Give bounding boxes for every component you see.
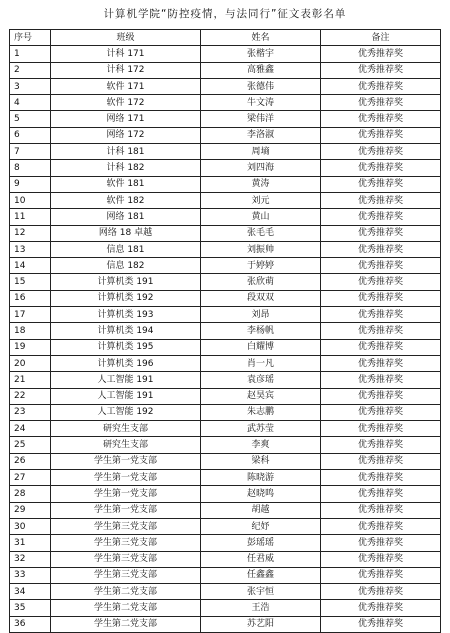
cell-class: 网络 171: [51, 111, 201, 127]
cell-class: 计算机类 191: [51, 274, 201, 290]
cell-number: 31: [10, 535, 51, 551]
cell-name: 朱志鹏: [201, 404, 321, 420]
cell-class: 计算机类 195: [51, 339, 201, 355]
cell-class: 软件 182: [51, 192, 201, 208]
header-name: 姓名: [201, 30, 321, 46]
table-row: [10, 486, 441, 502]
cell-remark: 优秀推荐奖: [321, 453, 441, 469]
cell-name: 牛文涛: [201, 95, 321, 111]
cell-name: 白耀博: [201, 339, 321, 355]
cell-name: 张毛毛: [201, 225, 321, 241]
cell-class: 信息 182: [51, 258, 201, 274]
table-row: [10, 176, 441, 192]
cell-name: 黄山: [201, 209, 321, 225]
cell-name: 张德伟: [201, 78, 321, 94]
cell-remark: 优秀推荐奖: [321, 404, 441, 420]
cell-name: 李爽: [201, 437, 321, 453]
cell-number: 26: [10, 453, 51, 469]
cell-name: 赵晓鸣: [201, 486, 321, 502]
table-row: [10, 46, 441, 62]
cell-number: 20: [10, 355, 51, 371]
cell-remark: 优秀推荐奖: [321, 95, 441, 111]
cell-name: 刘振帅: [201, 241, 321, 257]
table-row: [10, 307, 441, 323]
table-row: [10, 600, 441, 616]
cell-remark: 优秀推荐奖: [321, 600, 441, 616]
cell-number: 7: [10, 144, 51, 160]
cell-name: 张欣萌: [201, 274, 321, 290]
cell-class: 计科 181: [51, 144, 201, 160]
cell-number: 33: [10, 567, 51, 583]
cell-name: 胡越: [201, 502, 321, 518]
cell-name: 肖一凡: [201, 355, 321, 371]
cell-number: 27: [10, 470, 51, 486]
cell-class: 学生第二党支部: [51, 600, 201, 616]
cell-number: 17: [10, 307, 51, 323]
cell-number: 35: [10, 600, 51, 616]
cell-remark: 优秀推荐奖: [321, 160, 441, 176]
cell-class: 信息 181: [51, 241, 201, 257]
table-row: [10, 225, 441, 241]
cell-class: 学生第三党支部: [51, 551, 201, 567]
cell-number: 21: [10, 372, 51, 388]
cell-class: 学生第三党支部: [51, 518, 201, 534]
cell-number: 18: [10, 323, 51, 339]
cell-number: 5: [10, 111, 51, 127]
cell-name: 刘元: [201, 192, 321, 208]
cell-class: 网络 18 卓越: [51, 225, 201, 241]
cell-number: 14: [10, 258, 51, 274]
table-row: [10, 78, 441, 94]
cell-remark: 优秀推荐奖: [321, 209, 441, 225]
cell-number: 34: [10, 584, 51, 600]
cell-name: 武苏莹: [201, 421, 321, 437]
cell-remark: 优秀推荐奖: [321, 388, 441, 404]
cell-name: 刘昂: [201, 307, 321, 323]
cell-class: 人工智能 191: [51, 388, 201, 404]
cell-remark: 优秀推荐奖: [321, 584, 441, 600]
table-row: [10, 372, 441, 388]
cell-remark: 优秀推荐奖: [321, 176, 441, 192]
table-row: [10, 323, 441, 339]
cell-class: 学生第一党支部: [51, 502, 201, 518]
cell-number: 29: [10, 502, 51, 518]
cell-remark: 优秀推荐奖: [321, 339, 441, 355]
cell-name: 王浩: [201, 600, 321, 616]
cell-number: 25: [10, 437, 51, 453]
cell-number: 4: [10, 95, 51, 111]
cell-number: 15: [10, 274, 51, 290]
cell-name: 李洛淑: [201, 127, 321, 143]
cell-remark: 优秀推荐奖: [321, 323, 441, 339]
document-title: 计算机学院“防控疫情，与法同行”征文表彰名单: [103, 8, 347, 20]
cell-name: 彭瑶瑶: [201, 535, 321, 551]
cell-class: 人工智能 191: [51, 372, 201, 388]
cell-name: 于婷婷: [201, 258, 321, 274]
table-row: [10, 274, 441, 290]
table-row: [10, 567, 441, 583]
cell-number: 1: [10, 46, 51, 62]
cell-remark: 优秀推荐奖: [321, 46, 441, 62]
cell-remark: 优秀推荐奖: [321, 307, 441, 323]
cell-class: 计算机类 192: [51, 290, 201, 306]
cell-number: 28: [10, 486, 51, 502]
cell-number: 23: [10, 404, 51, 420]
table-row: [10, 355, 441, 371]
cell-class: 学生第一党支部: [51, 470, 201, 486]
table-row: [10, 241, 441, 257]
cell-number: 2: [10, 62, 51, 78]
cell-name: 段双双: [201, 290, 321, 306]
table-row: [10, 437, 441, 453]
table-row: [10, 551, 441, 567]
cell-remark: 优秀推荐奖: [321, 290, 441, 306]
table-row: [10, 111, 441, 127]
cell-number: 36: [10, 616, 51, 632]
cell-class: 网络 172: [51, 127, 201, 143]
cell-number: 12: [10, 225, 51, 241]
cell-remark: 优秀推荐奖: [321, 518, 441, 534]
cell-class: 学生第三党支部: [51, 567, 201, 583]
cell-number: 16: [10, 290, 51, 306]
cell-class: 人工智能 192: [51, 404, 201, 420]
cell-class: 研究生支部: [51, 421, 201, 437]
cell-class: 计科 182: [51, 160, 201, 176]
table-row: [10, 518, 441, 534]
cell-number: 10: [10, 192, 51, 208]
cell-class: 软件 172: [51, 95, 201, 111]
cell-name: 纪妤: [201, 518, 321, 534]
cell-class: 计科 171: [51, 46, 201, 62]
cell-remark: 优秀推荐奖: [321, 551, 441, 567]
cell-name: 张宇恒: [201, 584, 321, 600]
cell-class: 计科 172: [51, 62, 201, 78]
table-row: [10, 339, 441, 355]
header-number: 序号: [10, 30, 51, 46]
table-header-row: [10, 30, 441, 46]
cell-remark: 优秀推荐奖: [321, 616, 441, 632]
cell-name: 张楷宇: [201, 46, 321, 62]
cell-class: 学生第一党支部: [51, 486, 201, 502]
table-row: [10, 258, 441, 274]
table-row: [10, 535, 441, 551]
cell-name: 刘四海: [201, 160, 321, 176]
cell-remark: 优秀推荐奖: [321, 241, 441, 257]
cell-remark: 优秀推荐奖: [321, 567, 441, 583]
cell-remark: 优秀推荐奖: [321, 421, 441, 437]
table-row: [10, 421, 441, 437]
table-row: [10, 470, 441, 486]
cell-remark: 优秀推荐奖: [321, 258, 441, 274]
header-remark: 备注: [321, 30, 441, 46]
cell-remark: 优秀推荐奖: [321, 127, 441, 143]
cell-class: 软件 181: [51, 176, 201, 192]
cell-class: 学生第一党支部: [51, 453, 201, 469]
table-row: [10, 209, 441, 225]
cell-number: 13: [10, 241, 51, 257]
award-list-table: [9, 29, 441, 633]
cell-remark: 优秀推荐奖: [321, 486, 441, 502]
cell-class: 学生第二党支部: [51, 616, 201, 632]
cell-name: 苏艺阳: [201, 616, 321, 632]
cell-name: 陈晓游: [201, 470, 321, 486]
cell-remark: 优秀推荐奖: [321, 225, 441, 241]
cell-class: 软件 171: [51, 78, 201, 94]
cell-number: 11: [10, 209, 51, 225]
cell-name: 梁伟洋: [201, 111, 321, 127]
table-row: [10, 95, 441, 111]
cell-name: 赵昊宾: [201, 388, 321, 404]
cell-remark: 优秀推荐奖: [321, 192, 441, 208]
header-class: 班级: [51, 30, 201, 46]
cell-name: 梁科: [201, 453, 321, 469]
cell-remark: 优秀推荐奖: [321, 274, 441, 290]
cell-remark: 优秀推荐奖: [321, 437, 441, 453]
cell-name: 袁彦瑶: [201, 372, 321, 388]
table-row: [10, 502, 441, 518]
table-row: [10, 616, 441, 632]
cell-class: 计算机类 193: [51, 307, 201, 323]
table-row: [10, 388, 441, 404]
cell-number: 3: [10, 78, 51, 94]
cell-class: 研究生支部: [51, 437, 201, 453]
table-row: [10, 192, 441, 208]
cell-class: 计算机类 196: [51, 355, 201, 371]
cell-remark: 优秀推荐奖: [321, 144, 441, 160]
cell-name: 高雅鑫: [201, 62, 321, 78]
cell-remark: 优秀推荐奖: [321, 470, 441, 486]
cell-number: 30: [10, 518, 51, 534]
cell-remark: 优秀推荐奖: [321, 372, 441, 388]
table-row: [10, 160, 441, 176]
cell-remark: 优秀推荐奖: [321, 535, 441, 551]
cell-name: 任君威: [201, 551, 321, 567]
cell-number: 22: [10, 388, 51, 404]
cell-remark: 优秀推荐奖: [321, 355, 441, 371]
table-row: [10, 144, 441, 160]
cell-number: 8: [10, 160, 51, 176]
cell-name: 任鑫鑫: [201, 567, 321, 583]
table-row: [10, 127, 441, 143]
cell-number: 9: [10, 176, 51, 192]
cell-name: 黄涛: [201, 176, 321, 192]
cell-number: 6: [10, 127, 51, 143]
cell-class: 学生第三党支部: [51, 535, 201, 551]
table-row: [10, 404, 441, 420]
cell-remark: 优秀推荐奖: [321, 111, 441, 127]
table-row: [10, 453, 441, 469]
cell-name: 李杨帆: [201, 323, 321, 339]
cell-number: 19: [10, 339, 51, 355]
cell-number: 32: [10, 551, 51, 567]
table-row: [10, 62, 441, 78]
table-body: [10, 46, 441, 633]
cell-remark: 优秀推荐奖: [321, 62, 441, 78]
cell-class: 网络 181: [51, 209, 201, 225]
cell-number: 24: [10, 421, 51, 437]
cell-remark: 优秀推荐奖: [321, 78, 441, 94]
cell-name: 周墒: [201, 144, 321, 160]
table-row: [10, 584, 441, 600]
cell-remark: 优秀推荐奖: [321, 502, 441, 518]
cell-class: 计算机类 194: [51, 323, 201, 339]
table-row: [10, 290, 441, 306]
cell-class: 学生第二党支部: [51, 584, 201, 600]
